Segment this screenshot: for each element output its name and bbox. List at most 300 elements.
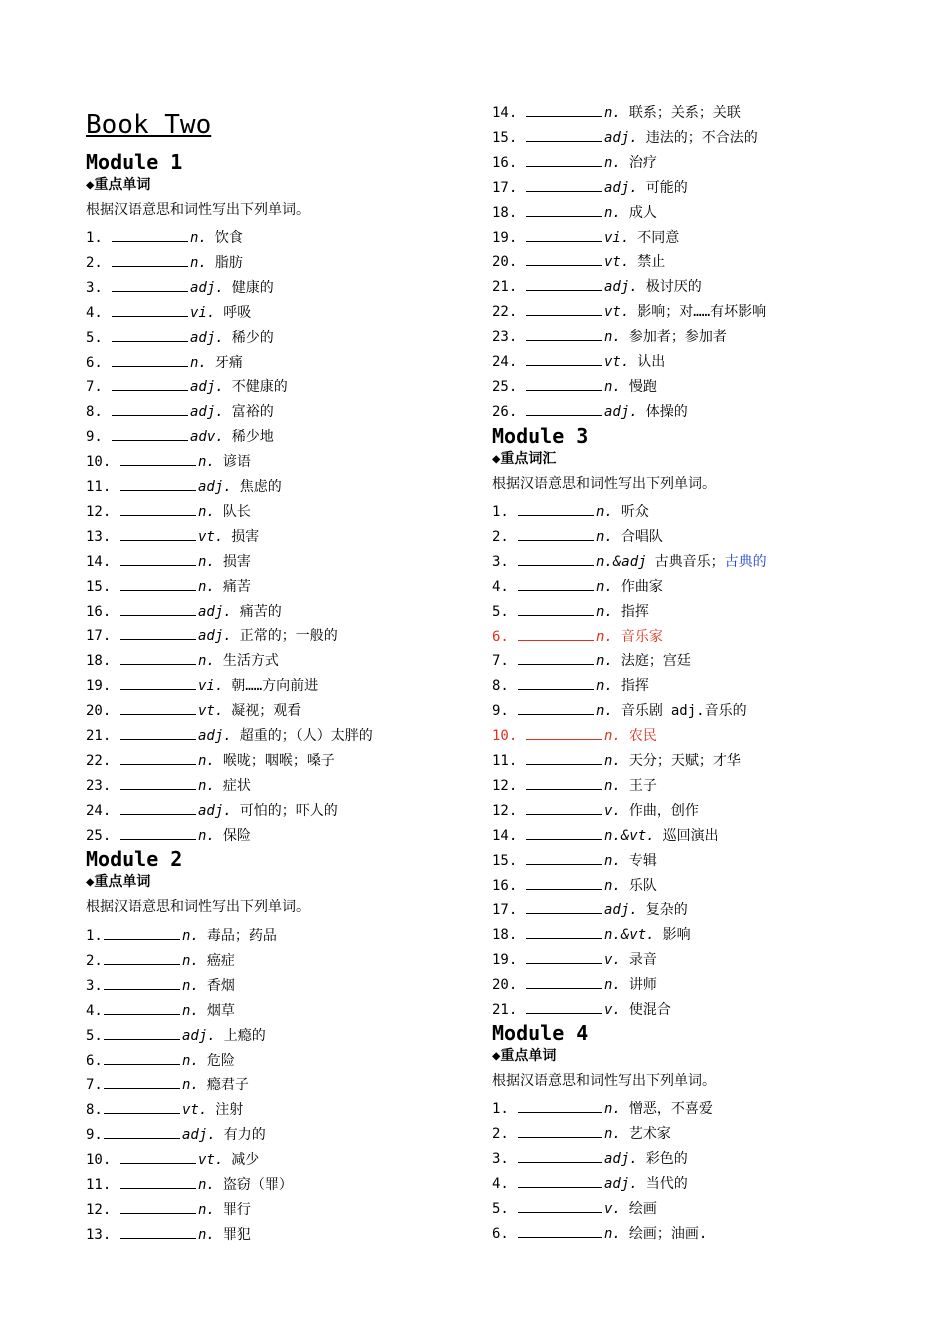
item-number: 18. — [492, 927, 518, 944]
item-number: 2. — [492, 1125, 509, 1142]
meaning: 危险 — [206, 1052, 235, 1069]
answer-blank[interactable] — [526, 826, 602, 840]
word-item — [492, 627, 663, 644]
part-of-speech: n. — [596, 504, 613, 520]
answer-blank[interactable] — [518, 1224, 602, 1238]
meaning: 天分；天赋；才华 — [628, 753, 741, 769]
word-item — [86, 1001, 235, 1018]
part-of-speech: n. — [604, 329, 621, 346]
answer-blank[interactable] — [120, 502, 196, 516]
meaning: 超重的；（人）太胖的 — [239, 728, 373, 744]
item-number: 7. — [492, 653, 509, 670]
meaning: 指挥 — [620, 678, 649, 695]
item-number: 8. — [86, 1102, 103, 1119]
word-item — [86, 253, 243, 270]
meaning: 合唱队 — [620, 528, 663, 545]
word-item — [86, 527, 259, 544]
answer-blank[interactable] — [518, 502, 594, 516]
meaning: 盗窃（罪） — [222, 1177, 293, 1193]
answer-blank[interactable] — [526, 751, 602, 765]
word-item — [86, 577, 251, 594]
part-of-speech: n.&vt. — [604, 927, 655, 944]
answer-blank[interactable] — [120, 701, 196, 715]
answer-blank[interactable] — [104, 1001, 180, 1015]
word-item — [86, 353, 243, 370]
word-item — [492, 751, 741, 768]
answer-blank[interactable] — [526, 950, 602, 964]
item-number: 4. — [86, 1002, 103, 1019]
word-item — [86, 477, 282, 494]
answer-blank[interactable] — [518, 527, 594, 541]
word-item — [86, 452, 251, 469]
part-of-speech: vt. — [604, 304, 630, 321]
word-item — [492, 925, 691, 942]
item-number: 12. — [492, 777, 518, 794]
answer-blank[interactable] — [120, 651, 196, 665]
item-number: 17. — [492, 902, 518, 919]
word-item — [492, 1000, 671, 1017]
meaning: 脂肪 — [214, 254, 243, 271]
item-number: 20. — [492, 977, 518, 994]
answer-blank[interactable] — [518, 701, 594, 715]
meaning: 王子 — [628, 777, 657, 794]
item-number: 4. — [86, 304, 103, 321]
word-item — [86, 951, 235, 968]
part-of-speech: n. — [198, 1226, 215, 1243]
answer-blank[interactable] — [120, 676, 196, 690]
part-of-speech: n. — [604, 1225, 621, 1242]
word-item — [492, 302, 766, 319]
word-item — [86, 303, 251, 320]
answer-blank[interactable] — [526, 252, 602, 266]
answer-blank[interactable] — [526, 900, 602, 914]
answer-blank[interactable] — [104, 1051, 180, 1065]
answer-blank[interactable] — [526, 925, 602, 939]
answer-blank[interactable] — [526, 876, 602, 890]
meaning: 队长 — [222, 503, 251, 520]
meaning: 牙痛 — [214, 354, 243, 371]
word-item — [86, 976, 235, 993]
answer-blank[interactable] — [120, 602, 196, 616]
item-number: 17. — [86, 628, 112, 645]
answer-blank[interactable] — [120, 801, 196, 815]
answer-blank[interactable] — [526, 1000, 602, 1014]
item-number: 15. — [86, 578, 112, 595]
word-item — [492, 1199, 657, 1216]
part-of-speech: n. — [190, 354, 207, 371]
part-of-speech: n. — [604, 977, 621, 994]
word-item — [492, 726, 657, 743]
meaning: 法庭；宫廷 — [620, 653, 691, 670]
part-of-speech: vt. — [604, 354, 630, 370]
answer-blank[interactable] — [518, 651, 594, 665]
answer-blank[interactable] — [526, 103, 602, 117]
part-of-speech: adj. — [198, 479, 232, 495]
answer-blank[interactable] — [104, 1026, 180, 1040]
meaning: 稀少地 — [231, 429, 274, 446]
part-of-speech: n. — [604, 154, 621, 171]
word-item — [492, 676, 649, 693]
item-number: 5. — [86, 1027, 103, 1044]
meaning: 联系；关系；关联 — [628, 105, 741, 121]
part-of-speech: n. — [596, 653, 613, 670]
module-4-instruction: 根据汉语意思和词性写出下列单词。 — [492, 1073, 716, 1089]
answer-blank[interactable] — [120, 527, 196, 541]
meaning: 慢跑 — [628, 378, 657, 395]
answer-blank[interactable] — [526, 851, 602, 865]
item-number: 10. — [86, 454, 112, 471]
item-number: 19. — [86, 678, 112, 695]
item-number: 4. — [492, 1175, 509, 1192]
part-of-speech: adj. — [604, 129, 638, 146]
item-number: 22. — [492, 304, 518, 321]
answer-blank[interactable] — [120, 452, 196, 466]
word-item — [86, 1225, 251, 1242]
meaning: 参加者；参加者 — [628, 329, 727, 346]
word-item — [492, 128, 758, 145]
meaning: 呼吸 — [223, 304, 252, 321]
answer-blank[interactable] — [518, 1149, 602, 1163]
answer-blank[interactable] — [112, 328, 188, 342]
answer-blank[interactable] — [526, 153, 602, 167]
meaning: 艺术家 — [628, 1125, 671, 1142]
meaning: 复杂的 — [645, 902, 688, 919]
module-2-section-heading: ◆重点单词 — [86, 874, 151, 890]
meaning: 正常的；一般的 — [239, 628, 338, 645]
meaning: 憎恶，不喜爱 — [628, 1101, 713, 1117]
answer-blank[interactable] — [526, 203, 602, 217]
item-number: 22. — [86, 752, 112, 769]
word-item — [492, 178, 688, 195]
part-of-speech: adj. — [604, 1150, 638, 1167]
item-number: 14. — [492, 827, 518, 844]
meaning: 极讨厌的 — [645, 279, 702, 296]
answer-blank[interactable] — [112, 427, 188, 441]
part-of-speech: n. — [604, 877, 621, 894]
item-number: 5. — [492, 603, 509, 620]
item-number: 21. — [492, 1002, 518, 1018]
meaning: 影响 — [662, 927, 691, 944]
item-number: 9. — [86, 429, 103, 446]
answer-blank[interactable] — [104, 1125, 180, 1139]
meaning: 农民 — [628, 728, 657, 745]
item-number: 14. — [86, 553, 112, 570]
answer-blank[interactable] — [526, 128, 602, 142]
answer-blank[interactable] — [120, 1225, 196, 1239]
meaning: 罪行 — [222, 1201, 251, 1218]
part-of-speech: n. — [596, 603, 613, 620]
word-item — [492, 876, 657, 893]
meaning: 不健康的 — [231, 379, 288, 396]
word-item — [492, 950, 657, 967]
meaning: 指挥 — [620, 603, 649, 620]
item-number: 7. — [86, 379, 103, 396]
word-item — [86, 1125, 266, 1142]
part-of-speech: n. — [596, 628, 613, 645]
part-of-speech: n. — [596, 678, 613, 695]
part-of-speech: n. — [198, 653, 215, 670]
word-item — [492, 377, 657, 394]
answer-blank[interactable] — [518, 1174, 602, 1188]
answer-blank[interactable] — [518, 552, 594, 566]
part-of-speech: vt. — [604, 254, 630, 271]
part-of-speech: vi. — [190, 304, 216, 321]
meaning: 喉咙；咽喉；嗓子 — [222, 752, 335, 769]
meaning: 听众 — [620, 504, 649, 520]
meaning: 乐队 — [628, 877, 657, 894]
word-item — [492, 352, 665, 369]
answer-blank[interactable] — [526, 228, 602, 242]
item-number: 3. — [86, 977, 103, 994]
meaning: 使混合 — [628, 1002, 671, 1018]
part-of-speech: vi. — [604, 229, 630, 246]
answer-blank[interactable] — [104, 951, 180, 965]
book-title: Book Two — [86, 110, 212, 140]
answer-blank[interactable] — [518, 602, 594, 616]
word-item — [86, 1150, 259, 1167]
word-item — [492, 1124, 671, 1141]
answer-blank[interactable] — [120, 776, 196, 790]
answer-blank[interactable] — [518, 627, 594, 641]
word-item — [492, 402, 688, 419]
answer-blank[interactable] — [120, 1200, 196, 1214]
meaning: 损害 — [231, 528, 260, 545]
answer-blank[interactable] — [120, 1150, 196, 1164]
meaning: 彩色的 — [645, 1150, 688, 1167]
word-item — [492, 851, 657, 868]
part-of-speech: adj. — [604, 1175, 638, 1192]
answer-blank[interactable] — [104, 976, 180, 990]
part-of-speech: n.&vt. — [604, 827, 655, 844]
word-item — [492, 552, 767, 569]
item-number: 8. — [492, 678, 509, 695]
part-of-speech: adj. — [604, 902, 638, 919]
item-number: 9. — [492, 703, 509, 720]
answer-blank[interactable] — [526, 402, 602, 416]
item-number: 23. — [86, 777, 112, 794]
word-item — [492, 1224, 707, 1241]
answer-blank[interactable] — [526, 377, 602, 391]
part-of-speech: n. — [182, 928, 199, 944]
part-of-speech: adj. — [182, 1127, 216, 1144]
word-item — [492, 975, 657, 992]
item-number: 12. — [86, 1201, 112, 1218]
answer-blank[interactable] — [104, 926, 180, 940]
part-of-speech: vt. — [198, 1152, 224, 1169]
part-of-speech: n. — [198, 752, 215, 769]
item-number: 9. — [86, 1127, 103, 1144]
part-of-speech: n. — [190, 254, 207, 271]
item-number: 24. — [492, 354, 518, 370]
answer-blank[interactable] — [104, 1100, 180, 1114]
meaning: 可怕的；吓人的 — [239, 802, 338, 819]
part-of-speech: adj. — [190, 279, 224, 296]
part-of-speech: adj. — [198, 802, 232, 819]
answer-blank[interactable] — [518, 577, 594, 591]
part-of-speech: n. — [182, 952, 199, 969]
answer-blank[interactable] — [120, 751, 196, 765]
answer-blank[interactable] — [526, 277, 602, 291]
part-of-speech: adj. — [190, 404, 224, 421]
item-number: 10. — [492, 728, 518, 745]
answer-blank[interactable] — [526, 327, 602, 341]
word-item — [86, 651, 279, 668]
word-item — [86, 402, 274, 419]
item-number: 8. — [86, 404, 103, 421]
word-item — [492, 153, 657, 170]
part-of-speech: n. — [604, 728, 621, 745]
word-item — [492, 327, 727, 344]
answer-blank[interactable] — [526, 352, 602, 366]
meaning: 有力的 — [223, 1127, 266, 1144]
word-item — [86, 751, 335, 768]
word-item — [492, 701, 747, 718]
part-of-speech: n. — [198, 1177, 215, 1193]
item-number: 1. — [86, 928, 103, 944]
part-of-speech: n. — [198, 1201, 215, 1218]
answer-blank[interactable] — [120, 552, 196, 566]
answer-blank[interactable] — [518, 676, 594, 690]
answer-blank[interactable] — [120, 1175, 196, 1189]
part-of-speech: n. — [604, 1125, 621, 1142]
module-1-instruction: 根据汉语意思和词性写出下列单词。 — [86, 202, 310, 218]
meaning: 违法的；不合法的 — [645, 129, 758, 146]
part-of-speech: adj. — [604, 179, 638, 196]
item-number: 18. — [86, 653, 112, 670]
item-number: 2. — [86, 952, 103, 969]
answer-blank[interactable] — [104, 1075, 180, 1089]
answer-blank[interactable] — [120, 577, 196, 591]
part-of-speech: n. — [596, 578, 613, 595]
module-1-section-heading: ◆重点单词 — [86, 177, 151, 193]
word-item — [86, 776, 251, 793]
word-item — [86, 1200, 251, 1217]
module-4-section-heading: ◆重点单词 — [492, 1048, 557, 1064]
answer-blank[interactable] — [120, 626, 196, 640]
item-number: 5. — [86, 329, 103, 346]
answer-blank[interactable] — [120, 826, 196, 840]
word-item — [86, 427, 274, 444]
word-item — [492, 1174, 688, 1191]
meaning: 巡回演出 — [662, 827, 719, 844]
answer-blank[interactable] — [526, 178, 602, 192]
meaning: 体操的 — [645, 403, 688, 420]
meaning: 作曲，创作 — [628, 802, 699, 819]
part-of-speech: n. — [182, 1002, 199, 1019]
meaning: 生活方式 — [222, 653, 279, 670]
part-of-speech: adj. — [604, 279, 638, 296]
part-of-speech: n. — [596, 528, 613, 545]
part-of-speech: adj. — [198, 728, 232, 744]
word-item — [86, 602, 282, 619]
meaning: 损害 — [222, 553, 251, 570]
meaning: 瘾君子 — [206, 1077, 249, 1094]
meaning: 谚语 — [222, 454, 251, 471]
part-of-speech: v. — [604, 952, 621, 969]
answer-blank[interactable] — [518, 1124, 602, 1138]
answer-blank[interactable] — [112, 303, 188, 317]
answer-blank[interactable] — [112, 402, 188, 416]
part-of-speech: n. — [190, 230, 207, 246]
item-number: 19. — [492, 952, 518, 969]
word-item — [86, 1175, 293, 1192]
item-number: 2. — [86, 254, 103, 271]
answer-blank[interactable] — [112, 377, 188, 391]
meaning: 不同意 — [637, 229, 680, 246]
word-item — [492, 1099, 713, 1116]
word-item — [86, 1075, 249, 1092]
item-number: 18. — [492, 204, 518, 221]
word-item — [492, 1149, 688, 1166]
word-item — [86, 502, 251, 519]
answer-blank[interactable] — [120, 477, 196, 491]
answer-blank[interactable] — [120, 726, 196, 740]
part-of-speech: n. — [198, 454, 215, 471]
item-number: 1. — [492, 504, 509, 520]
answer-blank[interactable] — [112, 253, 188, 267]
meaning: 影响；对……有坏影响 — [637, 304, 767, 321]
part-of-speech: v. — [604, 802, 621, 819]
answer-blank[interactable] — [112, 278, 188, 292]
word-item — [492, 203, 657, 220]
meaning: 痛苦的 — [239, 603, 282, 620]
answer-blank[interactable] — [526, 726, 602, 740]
answer-blank[interactable] — [518, 1199, 602, 1213]
meaning: 症状 — [222, 777, 251, 794]
meaning: 音乐家 — [620, 628, 663, 645]
meaning: 音乐剧 — [620, 703, 663, 720]
answer-blank[interactable] — [112, 228, 188, 242]
part-of-speech: n. — [182, 977, 199, 994]
word-item — [492, 577, 663, 594]
part-of-speech: vt. — [198, 703, 224, 720]
meaning: 上瘾的 — [223, 1027, 266, 1044]
answer-blank[interactable] — [526, 776, 602, 790]
answer-blank[interactable] — [518, 1099, 602, 1113]
meaning: 认出 — [637, 354, 666, 370]
answer-blank[interactable] — [526, 975, 602, 989]
answer-blank[interactable] — [112, 353, 188, 367]
meaning: 稀少的 — [231, 329, 274, 346]
item-number: 3. — [492, 1150, 509, 1167]
meaning: 癌症 — [206, 952, 235, 969]
meaning: 成人 — [628, 204, 657, 221]
meaning: 可能的 — [645, 179, 688, 196]
word-item — [492, 502, 649, 519]
answer-blank[interactable] — [526, 801, 602, 815]
item-number: 3. — [86, 279, 103, 296]
item-number: 20. — [492, 254, 518, 271]
part-of-speech: n. — [198, 777, 215, 794]
item-number: 6. — [86, 354, 103, 371]
meaning: 古典音乐； — [654, 553, 725, 570]
meaning: 保险 — [222, 827, 251, 844]
item-number: 24. — [86, 802, 112, 819]
meaning: 痛苦 — [222, 578, 251, 595]
word-item — [86, 552, 251, 569]
part-of-speech: n. — [198, 553, 215, 570]
answer-blank[interactable] — [526, 302, 602, 316]
module-2-instruction: 根据汉语意思和词性写出下列单词。 — [86, 899, 310, 915]
meaning: 当代的 — [645, 1175, 688, 1192]
item-number: 5. — [492, 1200, 509, 1217]
item-number: 11. — [492, 753, 518, 769]
meaning: 减少 — [231, 1152, 260, 1169]
item-number: 16. — [492, 154, 518, 171]
part-of-speech: adv. — [190, 429, 224, 446]
part-of-speech: n. — [604, 378, 621, 395]
part-of-speech: n.&adj — [596, 553, 647, 570]
